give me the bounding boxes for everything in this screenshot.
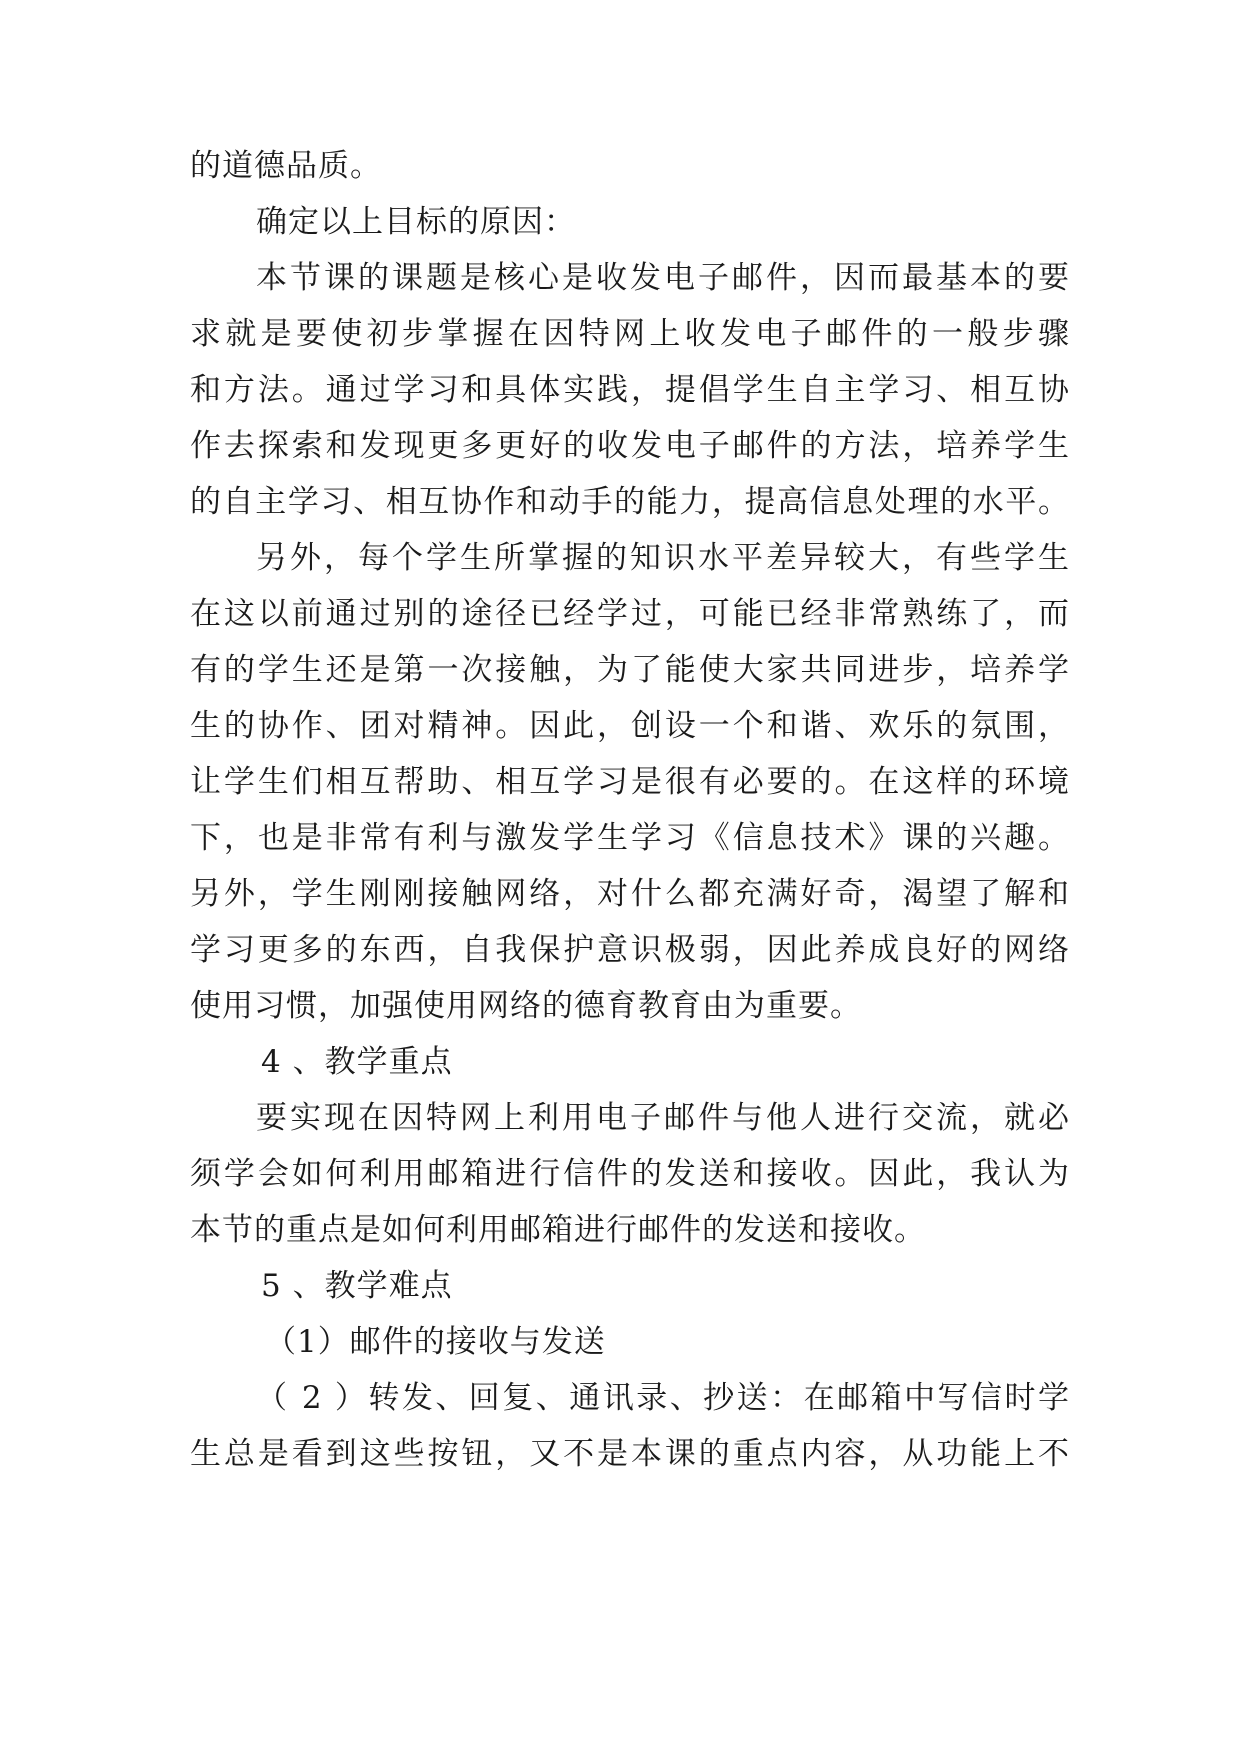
section-heading: 4 、教学重点: [261, 1044, 453, 1080]
text-line: 的道德品质。: [190, 148, 382, 184]
text-line: 本节课的课题是核心是收发电子邮件，因而最基本的要: [256, 260, 1070, 296]
text-line: 学习更多的东西，自我保护意识极弱，因此养成良好的网络: [190, 932, 1070, 968]
text-line: 在这以前通过别的途径已经学过，可能已经非常熟练了，而: [190, 596, 1070, 632]
text-line: 使用习惯，加强使用网络的德育教育由为重要。: [190, 988, 862, 1024]
text-line: 确定以上目标的原因：: [256, 204, 576, 240]
list-item: （1）邮件的接收与发送: [265, 1324, 606, 1360]
text-line: 有的学生还是第一次接触，为了能使大家共同进步，培养学: [190, 652, 1070, 688]
text-line: 生的协作、团对精神。因此，创设一个和谐、欢乐的氛围，: [190, 708, 1070, 744]
text-line: 另外，每个学生所掌握的知识水平差异较大，有些学生: [256, 540, 1070, 576]
text-line: 须学会如何利用邮箱进行信件的发送和接收。因此，我认为: [190, 1156, 1070, 1192]
text-line: 下，也是非常有利与激发学生学习《信息技术》课的兴趣。: [190, 820, 1070, 856]
text-line: 和方法。通过学习和具体实践，提倡学生自主学习、相互协: [190, 372, 1070, 408]
list-item: （ 2 ）转发、回复、通讯录、抄送：在邮箱中写信时学: [256, 1380, 1070, 1416]
section-heading: 5 、教学难点: [261, 1268, 453, 1304]
text-line: 本节的重点是如何利用邮箱进行邮件的发送和接收。: [190, 1212, 926, 1248]
text-line: 的自主学习、相互协作和动手的能力，提高信息处理的水平。: [190, 484, 1070, 520]
text-line: 作去探索和发现更多更好的收发电子邮件的方法，培养学生: [190, 428, 1070, 464]
text-line: 求就是要使初步掌握在因特网上收发电子邮件的一般步骤: [190, 316, 1070, 352]
text-line: 生总是看到这些按钮，又不是本课的重点内容，从功能上不: [190, 1436, 1070, 1472]
text-line: 要实现在因特网上利用电子邮件与他人进行交流，就必: [256, 1100, 1070, 1136]
text-line: 另外，学生刚刚接触网络，对什么都充满好奇，渴望了解和: [190, 876, 1070, 912]
text-line: 让学生们相互帮助、相互学习是很有必要的。在这样的环境: [190, 764, 1070, 800]
